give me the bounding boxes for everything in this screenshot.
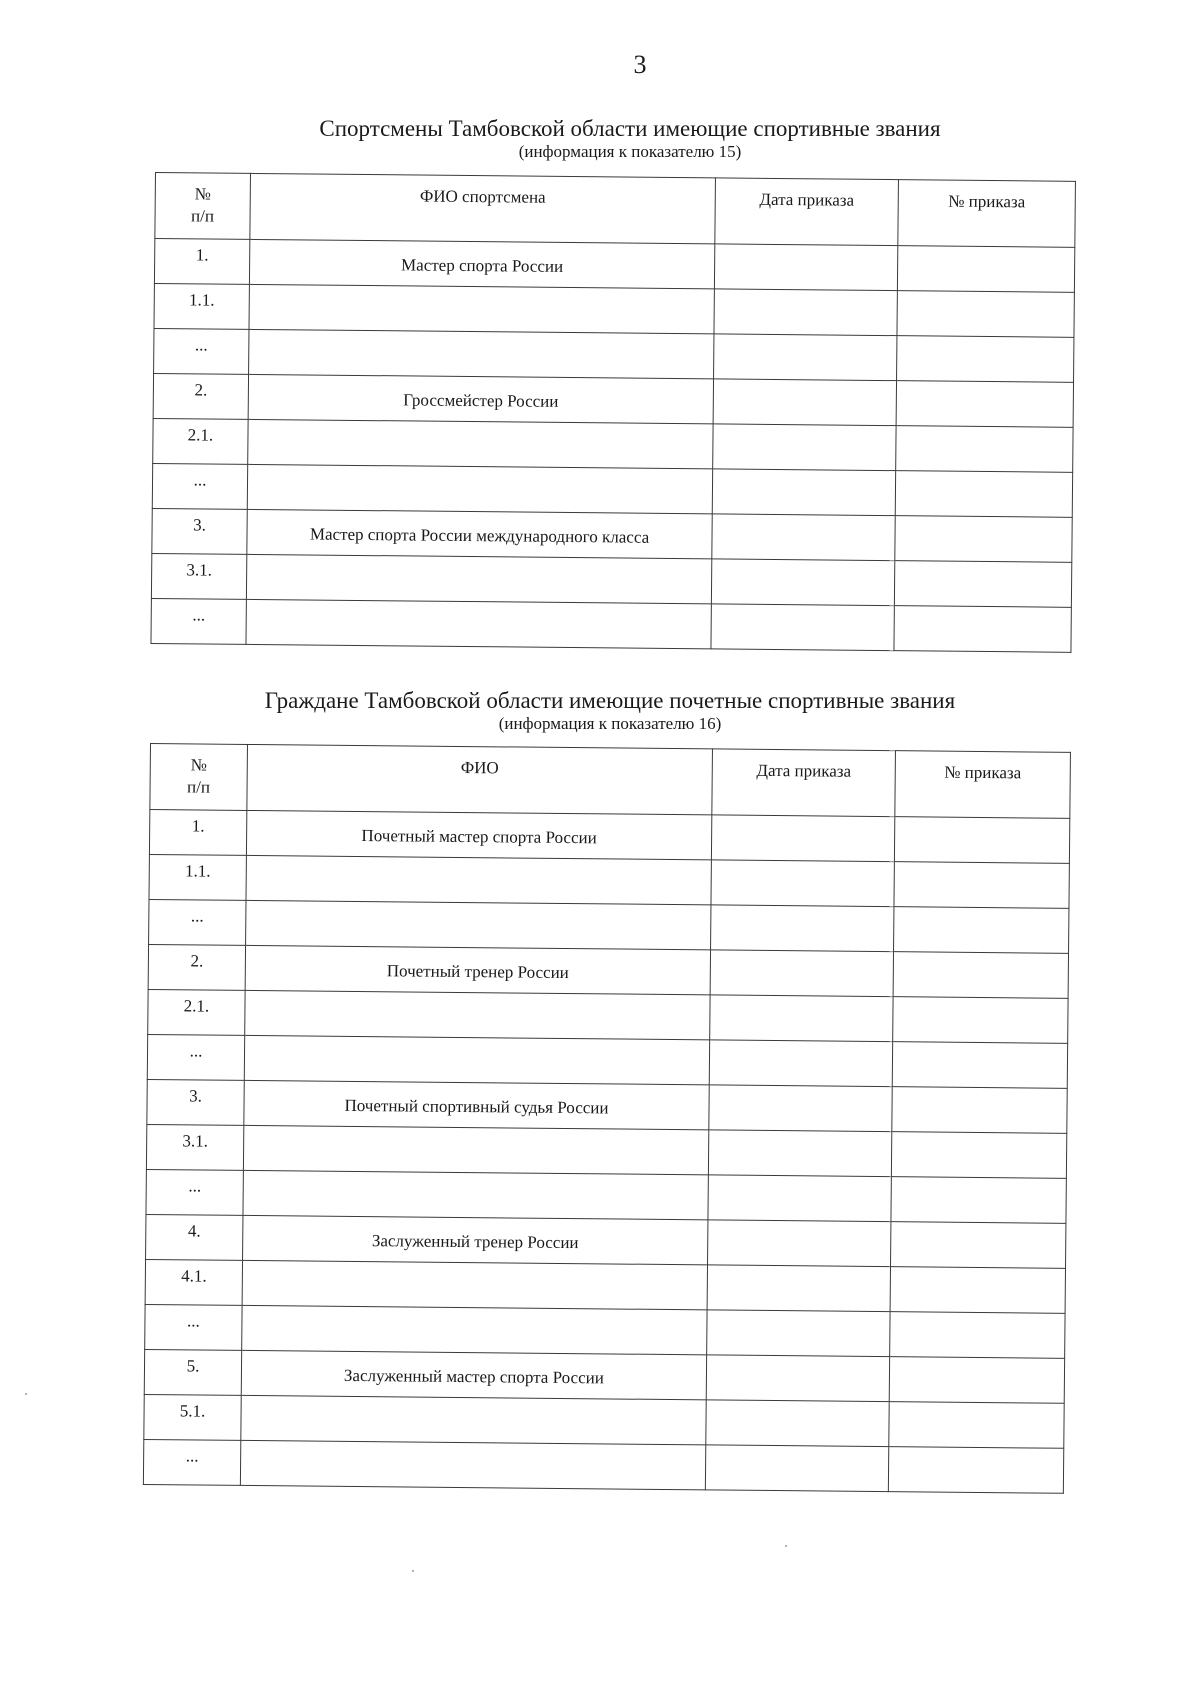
table2-heading [235, 687, 985, 734]
row-order-number-cell[interactable] [895, 516, 1072, 563]
header-num-line: № [190, 755, 207, 775]
row-number: 2. [153, 373, 248, 419]
row-order-date-cell[interactable] [705, 1445, 888, 1492]
row-order-number-cell[interactable] [891, 1177, 1066, 1224]
row-number: 2. [148, 944, 245, 990]
row-number: 5. [144, 1349, 241, 1395]
row-name-cell[interactable]: Почетный мастер спорта России [246, 810, 711, 859]
row-order-number-cell[interactable] [894, 817, 1069, 864]
header-name: ФИО [247, 744, 713, 814]
row-number: ... [149, 899, 246, 945]
row-order-number-cell[interactable] [894, 907, 1069, 954]
row-order-date-cell[interactable] [707, 1310, 890, 1357]
row-order-date-cell[interactable] [714, 334, 897, 381]
row-number: 3. [152, 508, 247, 554]
row-order-number-cell[interactable] [892, 1087, 1067, 1134]
row-order-number-cell[interactable] [896, 381, 1073, 428]
row-name-cell[interactable] [242, 1305, 707, 1354]
row-number: 1. [149, 810, 246, 856]
row-number: ... [151, 598, 246, 644]
row-number: 1.1. [154, 283, 249, 329]
row-name-cell[interactable]: Заслуженный тренер России [243, 1215, 708, 1264]
row-order-date-cell[interactable] [714, 289, 897, 336]
row-order-number-cell[interactable] [889, 1357, 1064, 1404]
row-order-number-cell[interactable] [897, 246, 1074, 293]
row-order-date-cell[interactable] [707, 1265, 890, 1312]
row-name-cell[interactable]: Гроссмейстер России [248, 374, 713, 423]
row-name-cell[interactable] [243, 1125, 708, 1174]
row-order-date-cell[interactable] [706, 1400, 889, 1447]
row-number: 3.1. [151, 553, 246, 599]
row-order-number-cell[interactable] [893, 997, 1068, 1044]
row-name-cell[interactable]: Мастер спорта России [249, 239, 714, 288]
row-order-number-cell[interactable] [895, 471, 1072, 518]
row-name-cell[interactable] [242, 1260, 707, 1309]
row-order-number-cell[interactable] [896, 426, 1073, 473]
row-name-cell[interactable] [246, 900, 711, 949]
row-order-number-cell[interactable] [891, 1222, 1066, 1269]
row-number: 5.1. [144, 1394, 241, 1440]
row-number: 1.1. [149, 854, 246, 900]
table2-title: Граждане Тамбовской области имеющие почетные спортивные звания [264, 688, 956, 713]
row-order-date-cell[interactable] [712, 469, 895, 516]
row-name-cell[interactable] [246, 599, 711, 648]
row-name-cell[interactable]: Почетный спортивный судья России [244, 1080, 709, 1129]
row-order-date-cell[interactable] [711, 860, 894, 907]
row-order-number-cell[interactable] [889, 1402, 1064, 1449]
row-name-cell[interactable]: Заслуженный мастер спорта России [241, 1350, 706, 1399]
table-row [151, 598, 1071, 652]
table1-subtitle: (информация к показателю 15) [518, 142, 742, 161]
row-order-date-cell[interactable] [713, 379, 896, 426]
row-order-number-cell[interactable] [890, 1267, 1065, 1314]
row-order-date-cell[interactable] [710, 950, 893, 997]
row-order-date-cell[interactable] [711, 815, 894, 862]
row-number: 2.1. [153, 418, 248, 464]
table-header-row [155, 173, 1076, 248]
row-number: 1. [154, 239, 249, 285]
row-name-cell[interactable] [243, 1170, 708, 1219]
table-header-row [150, 744, 1071, 819]
header-num [150, 744, 248, 811]
header-order-number: № приказа [895, 751, 1071, 819]
table1-heading [290, 115, 970, 162]
header-order-date: Дата приказа [712, 749, 896, 817]
table2-subtitle: (информация к показателю 16) [498, 714, 722, 733]
header-num-line: п/п [191, 206, 215, 226]
row-order-date-cell[interactable] [712, 514, 895, 561]
row-name-cell[interactable]: Почетный тренер России [245, 945, 710, 994]
row-order-number-cell[interactable] [897, 291, 1074, 338]
row-order-date-cell[interactable] [708, 1220, 891, 1267]
row-order-date-cell[interactable] [713, 424, 896, 471]
row-order-number-cell[interactable] [894, 561, 1071, 608]
row-name-cell[interactable] [240, 1440, 705, 1489]
row-order-date-cell[interactable] [711, 905, 894, 952]
row-number: 3.1. [146, 1124, 243, 1170]
row-order-number-cell[interactable] [894, 862, 1069, 909]
header-num-line: п/п [187, 777, 211, 797]
row-name-cell[interactable] [247, 464, 712, 513]
row-order-date-cell[interactable] [711, 559, 894, 606]
row-name-cell[interactable] [246, 554, 711, 603]
row-name-cell[interactable]: Мастер спорта России международного класса [247, 509, 712, 558]
row-name-cell[interactable] [249, 329, 714, 378]
header-order-date: Дата приказа [715, 178, 899, 246]
row-number: ... [147, 1034, 244, 1080]
row-order-number-cell[interactable] [892, 1042, 1067, 1089]
row-name-cell[interactable] [241, 1395, 706, 1444]
row-order-date-cell[interactable] [708, 1130, 891, 1177]
header-num [155, 173, 251, 240]
row-order-number-cell[interactable] [891, 1132, 1066, 1179]
row-name-cell[interactable] [244, 1035, 709, 1084]
row-number: 2.1. [148, 989, 245, 1035]
row-number: ... [143, 1439, 240, 1485]
scan-speck [785, 1545, 787, 1547]
header-num-line: № [194, 184, 211, 204]
row-name-cell[interactable] [249, 284, 714, 333]
row-number: ... [145, 1304, 242, 1350]
header-order-number: № приказа [898, 180, 1076, 248]
row-order-number-cell[interactable] [897, 336, 1074, 383]
row-number: 4. [146, 1214, 243, 1260]
row-order-number-cell[interactable] [890, 1312, 1065, 1359]
row-order-date-cell[interactable] [711, 604, 894, 651]
page-number: 3 [633, 50, 647, 79]
row-order-date-cell[interactable] [709, 1085, 892, 1132]
athletes-titles-table [150, 172, 1075, 653]
row-number: ... [154, 328, 249, 374]
header-athlete-name: ФИО спортсмена [250, 173, 716, 243]
row-order-date-cell[interactable] [708, 1175, 891, 1222]
row-number: ... [152, 463, 247, 509]
row-number: 3. [147, 1079, 244, 1125]
row-order-number-cell[interactable] [893, 952, 1068, 999]
row-order-date-cell[interactable] [706, 1355, 889, 1402]
row-name-cell[interactable] [245, 990, 710, 1039]
row-name-cell[interactable] [248, 419, 713, 468]
row-order-date-cell[interactable] [709, 1040, 892, 1087]
row-order-date-cell[interactable] [710, 995, 893, 1042]
row-order-number-cell[interactable] [888, 1447, 1063, 1494]
table1-title: Спортсмены Тамбовской области имеющие спортивные звания [319, 116, 941, 141]
row-number: 4.1. [145, 1259, 242, 1305]
row-order-number-cell[interactable] [894, 606, 1071, 653]
row-order-date-cell[interactable] [714, 244, 897, 291]
scan-speck [25, 1393, 27, 1395]
row-name-cell[interactable] [246, 855, 711, 904]
scan-speck [412, 1570, 414, 1572]
row-number: ... [146, 1169, 243, 1215]
table-row [143, 1439, 1063, 1493]
honorary-titles-table [143, 743, 1071, 1494]
